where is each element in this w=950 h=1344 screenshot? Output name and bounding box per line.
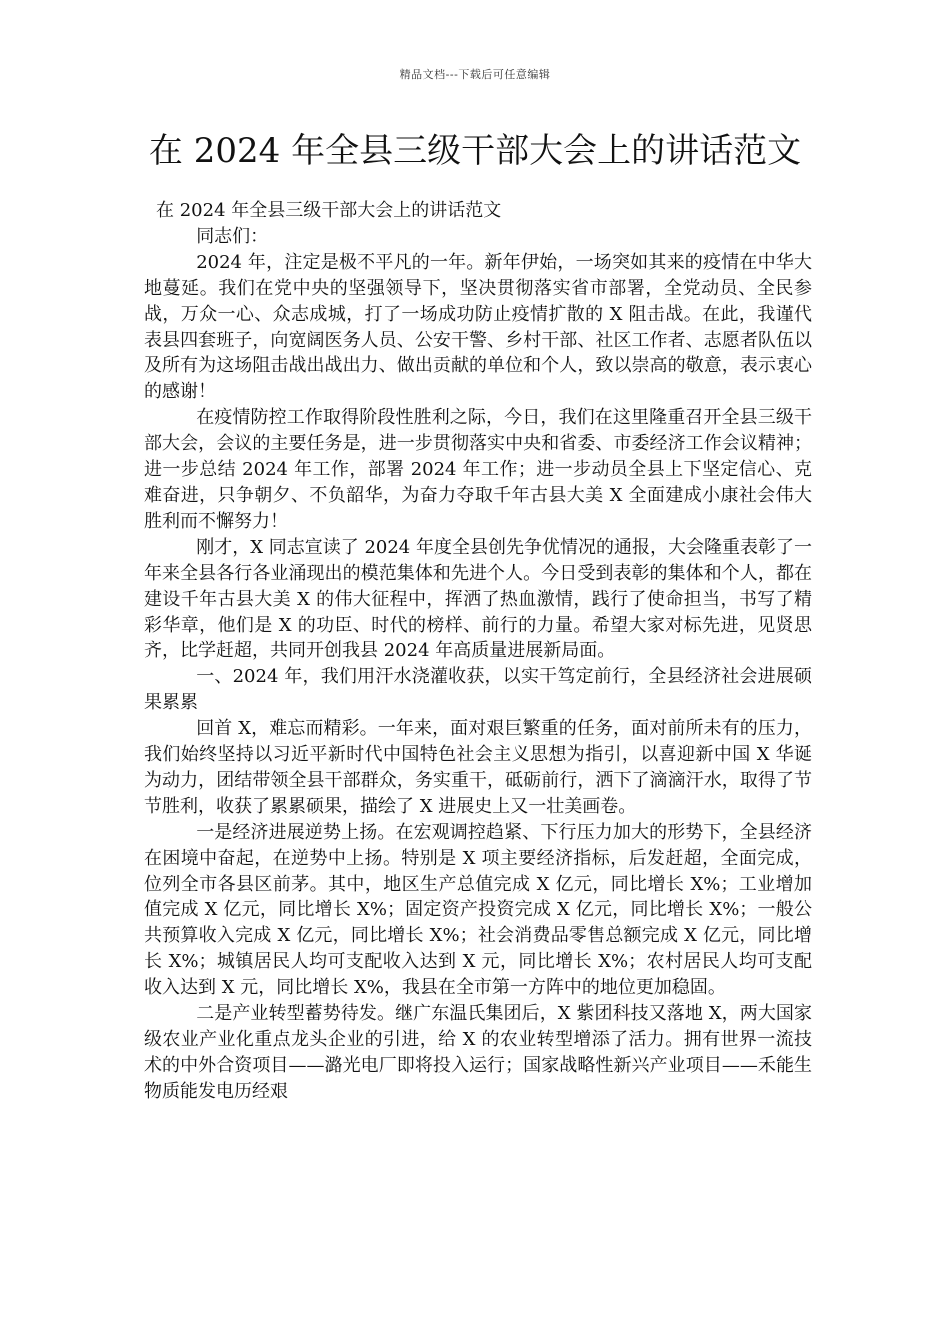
paragraph: 在疫情防控工作取得阶段性胜利之际，今日，我们在这里隆重召开全县三级干部大会，会议的主要任务是，进一步贯彻落实中央和省委、市委经济工作会议精神；进一步总结 2024 年工作，部署 2024 年工作；进一步动员全县上下坚定信心、克难奋进，只争朝夕、不负韶华，为奋力夺取千年古县大美 X 全面建成小康社会伟大胜利而不懈努力！	[144, 407, 812, 532]
paragraph: 回首 X，难忘而精彩。一年来，面对艰巨繁重的任务，面对前所未有的压力，我们始终坚持以习近平新时代中国特色社会主义思想为指引，以喜迎新中国 X 华诞为动力，团结带领全县干部群众，务实重干，砥砺前行，洒下了滴滴汗水，取得了节节胜利，收获了累累硕果，描绘了 X 进展史上又一壮美画卷。	[144, 718, 812, 817]
paragraph: 二是产业转型蓄势待发。继广东温氏集团后，X 紫团科技又落地 X，两大国家级农业产业化重点龙头企业的引进，给 X 的农业转型增添了活力。拥有世界一流技术的中外合资项目——潞光电厂即将投入运行；国家战略性新兴产业项目——禾能生物质能发电历经艰	[144, 1003, 812, 1102]
document-subtitle: 在 2024 年全县三级干部大会上的讲话范文	[156, 200, 502, 221]
document-title: 在 2024 年全县三级干部大会上的讲话范文	[148, 131, 802, 171]
header-note: 精品文档---下载后可任意编辑	[399, 68, 551, 81]
salutation: 同志们：	[196, 225, 269, 247]
document-body	[144, 198, 812, 1105]
paragraph: 2024 年，注定是极不平凡的一年。新年伊始，一场突如其来的疫情在中华大地蔓延。我们在党中央的坚强领导下，坚决贯彻落实省市部署，全党动员、全民参战，万众一心、众志成城，打了一场成功防止疫情扩散的 X 阻击战。在此，我谨代表县四套班子，向宽阔医务人员、公安干警、乡村干部、社区工作者、志愿者队伍以及所有为这场阻击战出战出力、做出贡献的单位和个人，致以崇高的敬意，表示衷心的感谢！	[144, 251, 812, 403]
section-heading: 一、2024 年，我们用汗水浇灌收获，以实干笃定前行，全县经济社会进展硕果累累	[144, 666, 812, 714]
paragraph: 一是经济进展逆势上扬。在宏观调控趋紧、下行压力加大的形势下，全县经济在困境中奋起，在逆势中上扬。特别是 X 项主要经济指标，后发赶超，全面完成，位列全市各县区前茅。其中，地区生产总值完成 X 亿元，同比增长 X%；工业增加值完成 X 亿元，同比增长 X%；固定资产投资完成 X 亿元，同比增长 X%；一般公共预算收入完成 X 亿元，同比增长 X%；社会消费品零售总额完成 X 亿元，同比增长 X%；城镇居民人均可支配收入达到 X 元，同比增长 X%；农村居民人均可支配收入达到 X 元，同比增长 X%，我县在全市第一方阵中的地位更加稳固。	[144, 821, 812, 999]
paragraph: 刚才，X 同志宣读了 2024 年度全县创先争优情况的通报，大会隆重表彰了一年来全县各行各业涌现出的模范集体和先进个人。今日受到表彰的集体和个人，都在建设千年古县大美 X 的伟大征程中，挥洒了热血激情，践行了使命担当，书写了精彩华章，他们是 X 的功臣、时代的榜样、前行的力量。希望大家对标先进，见贤思齐，比学赶超，共同开创我县 2024 年高质量进展新局面。	[144, 536, 812, 662]
